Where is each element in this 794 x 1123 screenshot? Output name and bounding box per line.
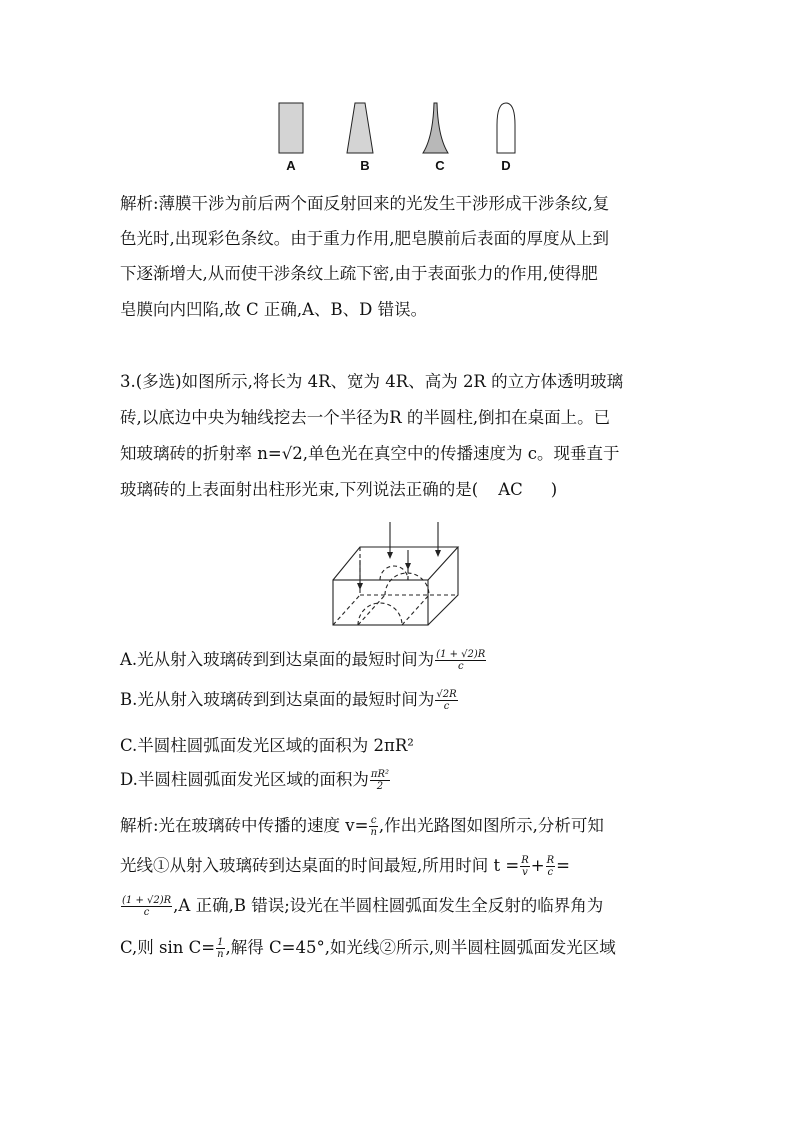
analysis1-line-1: 解析:薄膜干涉为前后两个面反射回来的光发生干涉形成干涉条纹,复 (120, 194, 610, 213)
analysis2-l2-fraction-2 (546, 855, 556, 878)
option-a-denominator: c (457, 661, 464, 672)
analysis2-l4-a: C,则 sin C= (120, 938, 216, 957)
glass-brick-figure (328, 520, 468, 630)
option-a-numerator: (1 + √2)R (436, 649, 486, 660)
shape-label-d: D (501, 158, 511, 173)
analysis2-l4-b: ,解得 C=45°,如光线②所示,则半圆柱圆弧面发光区域 (225, 938, 616, 957)
option-a-text: A.光从射入玻璃砖到到达桌面的最短时间为 (120, 650, 435, 669)
analysis2-l3-fraction (121, 895, 172, 918)
analysis2-l3-b: ,A 正确,B 错误;设光在半圆柱圆弧面发生全反射的临界角为 (173, 896, 604, 915)
shape-label-c: C (435, 158, 445, 173)
answer-text: AC (498, 480, 523, 499)
film-shapes-figure (260, 95, 540, 165)
question3-line-2: 砖,以底边中央为轴线挖去一个半径为R 的半圆柱,倒扣在桌面上。已 (120, 408, 611, 427)
analysis1-line-4: 皂膜向内凹陷,故 C 正确,A、B、D 错误。 (120, 300, 428, 319)
analysis2-l2-f2-denominator: c (547, 867, 554, 878)
analysis2-line-2 (120, 852, 570, 878)
option-d-fraction (370, 769, 390, 792)
question3-line-4 (120, 476, 557, 500)
analysis2-l4-numerator: 1 (217, 937, 224, 948)
shape-label-a: A (286, 158, 296, 173)
option-b-text: B.光从射入玻璃砖到到达桌面的最短时间为 (120, 690, 435, 709)
analysis1-line-2: 色光时,出现彩色条纹。由于重力作用,肥皂膜前后表面的厚度从上到 (120, 229, 609, 248)
shape-a (279, 103, 303, 153)
analysis2-line-3 (120, 892, 603, 918)
analysis2-l1-b: ,作出光路图如图所示,分析可知 (378, 816, 604, 835)
option-b-fraction (435, 689, 457, 712)
analysis2-l2-a: 光线①从射入玻璃砖到达桌面的时间最短,所用时间 t = (120, 856, 520, 875)
option-d-denominator: 2 (376, 781, 384, 792)
analysis2-l3-numerator: (1 + √2)R (122, 895, 172, 906)
analysis2-l1-fraction (369, 815, 377, 838)
option-d-text: D.半圆柱圆弧面发光区域的面积为 (120, 770, 369, 789)
option-a (120, 646, 487, 672)
option-d (120, 766, 391, 792)
analysis2-l4-fraction (216, 937, 224, 960)
question3-close-paren: ) (550, 480, 558, 499)
analysis2-l2-fraction-1 (520, 855, 530, 878)
option-c: C.半圆柱圆弧面发光区域的面积为 2πR² (120, 736, 414, 755)
shape-b (347, 103, 373, 153)
analysis1-line-3: 下逐渐增大,从而使干涉条纹上疏下密,由于表面张力的作用,使得肥 (120, 264, 598, 283)
option-b-denominator: c (443, 701, 450, 712)
shape-d (497, 103, 515, 153)
analysis2-l2-f2-numerator: R (546, 855, 555, 866)
question3-stem-end: 玻璃砖的上表面射出柱形光束,下列说法正确的是( (120, 480, 479, 499)
analysis2-l4-denominator: n (217, 949, 224, 960)
analysis2-l1-numerator: c (370, 815, 377, 826)
option-b-numerator: √2R (436, 689, 457, 700)
analysis2-l1-denominator: n (370, 827, 377, 838)
analysis2-line-1 (120, 812, 604, 838)
analysis2-l2-f1-numerator: R (521, 855, 529, 866)
question3-line-1: 3.(多选)如图所示,将长为 4R、宽为 4R、高为 2R 的立方体透明玻璃 (120, 372, 624, 391)
analysis2-l2-f1-denominator: v (522, 867, 528, 878)
shape-label-b: B (360, 158, 370, 173)
analysis2-l3-denominator: c (143, 907, 150, 918)
option-d-numerator: πR² (370, 769, 390, 780)
analysis2-l2-equals: = (556, 856, 570, 875)
option-b (120, 686, 459, 712)
analysis2-line-4 (120, 934, 616, 960)
analysis2-l2-plus: + (530, 856, 545, 875)
question3-line-3: 知玻璃砖的折射率 n=√2,单色光在真空中的传播速度为 c。现垂直于 (120, 444, 620, 463)
analysis2-l1-a: 解析:光在玻璃砖中传播的速度 v= (120, 816, 369, 835)
option-a-fraction (435, 649, 486, 672)
shape-c (423, 103, 448, 153)
